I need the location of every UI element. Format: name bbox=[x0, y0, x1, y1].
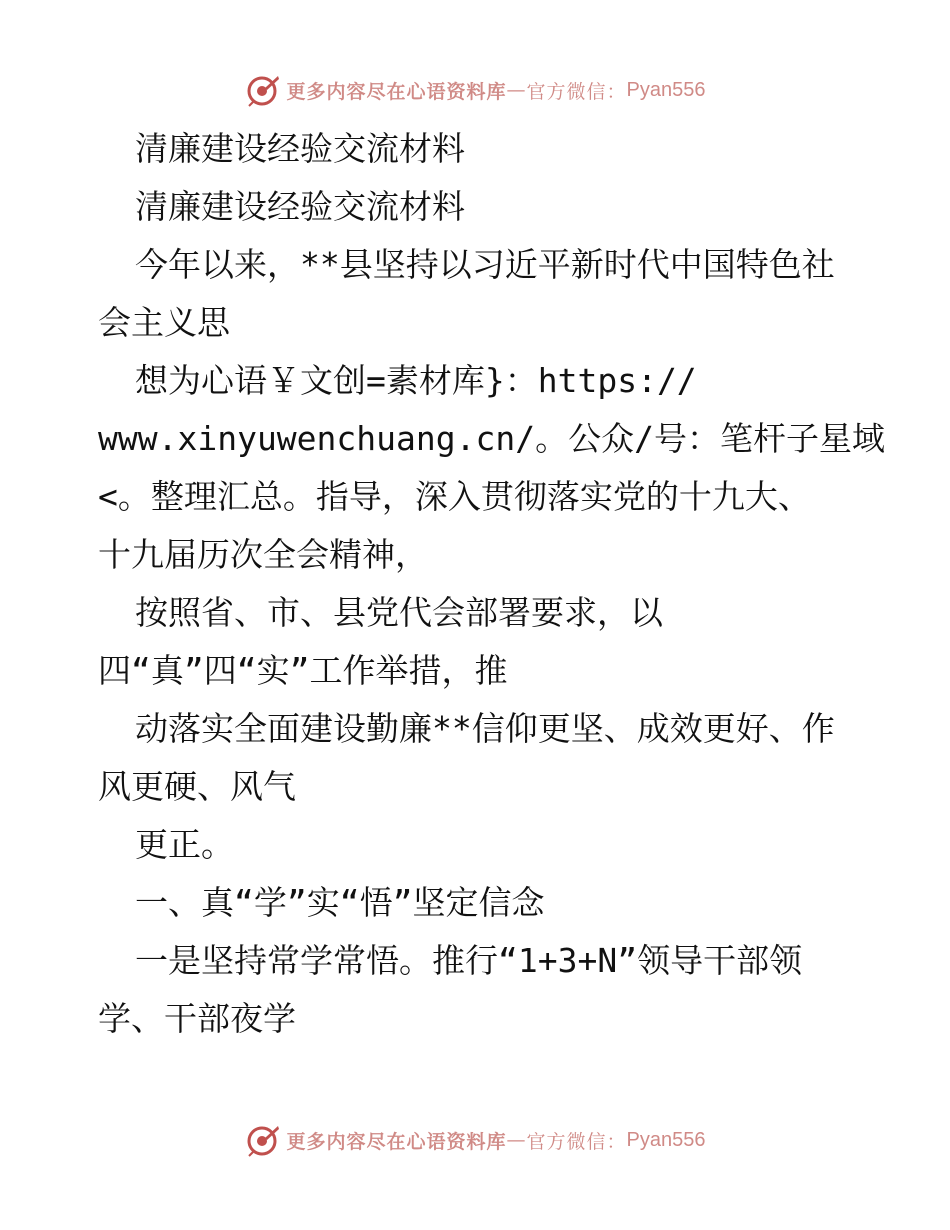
paragraph-line: 四“真”四“实”工作举措，推 bbox=[98, 651, 508, 690]
paragraph-line: 想为心语￥文创=素材库}：https:// bbox=[135, 361, 697, 400]
paragraph-line: 动落实全面建设勤廉**信仰更坚、成效更好、作 bbox=[135, 709, 835, 748]
brand-logo-icon bbox=[245, 1122, 281, 1158]
paragraph-line: 会主义思 bbox=[98, 303, 230, 342]
footer-watermark bbox=[0, 1120, 950, 1160]
paragraph-line: 风更硬、风气 bbox=[98, 767, 296, 806]
footer-brand-text: 更多内容尽在心语资料库 bbox=[286, 1130, 507, 1153]
doc-title-line-repeat: 清廉建设经验交流材料 bbox=[135, 187, 465, 226]
paragraph-line: <。整理汇总。指导，深入贯彻落实党的十九大、 bbox=[98, 477, 811, 516]
paragraph-line: 今年以来，**县坚持以习近平新时代中国特色社 bbox=[135, 245, 835, 284]
footer-contact-id: Pyan556 bbox=[626, 1128, 706, 1151]
paragraph-line: 更正。 bbox=[135, 825, 234, 864]
header-dash: — bbox=[506, 79, 527, 101]
footer-dash: — bbox=[506, 1129, 527, 1151]
paragraph-line: 十九届历次全会精神， bbox=[98, 535, 428, 574]
paragraph-line: 学、干部夜学 bbox=[98, 999, 296, 1038]
doc-title-line: 清廉建设经验交流材料 bbox=[135, 129, 465, 168]
paragraph-line: 一是坚持常学常悟。推行“1+3+N”领导干部领 bbox=[135, 941, 803, 980]
footer-contact-label: 官方微信： bbox=[526, 1130, 627, 1153]
document-body bbox=[98, 120, 885, 1048]
brand-logo-icon bbox=[245, 72, 281, 108]
header-brand-text: 更多内容尽在心语资料库 bbox=[286, 80, 507, 103]
header-contact-id: Pyan556 bbox=[626, 78, 706, 101]
section-heading: 一、真“学”实“悟”坚定信念 bbox=[135, 883, 545, 922]
paragraph-line: www.xinyuwenchuang.cn/。公众/号：笔杆子星域 bbox=[98, 419, 885, 458]
header-watermark bbox=[0, 70, 950, 110]
header-contact-label: 官方微信： bbox=[526, 80, 627, 103]
paragraph-line: 按照省、市、县党代会部署要求，以 bbox=[135, 593, 663, 632]
